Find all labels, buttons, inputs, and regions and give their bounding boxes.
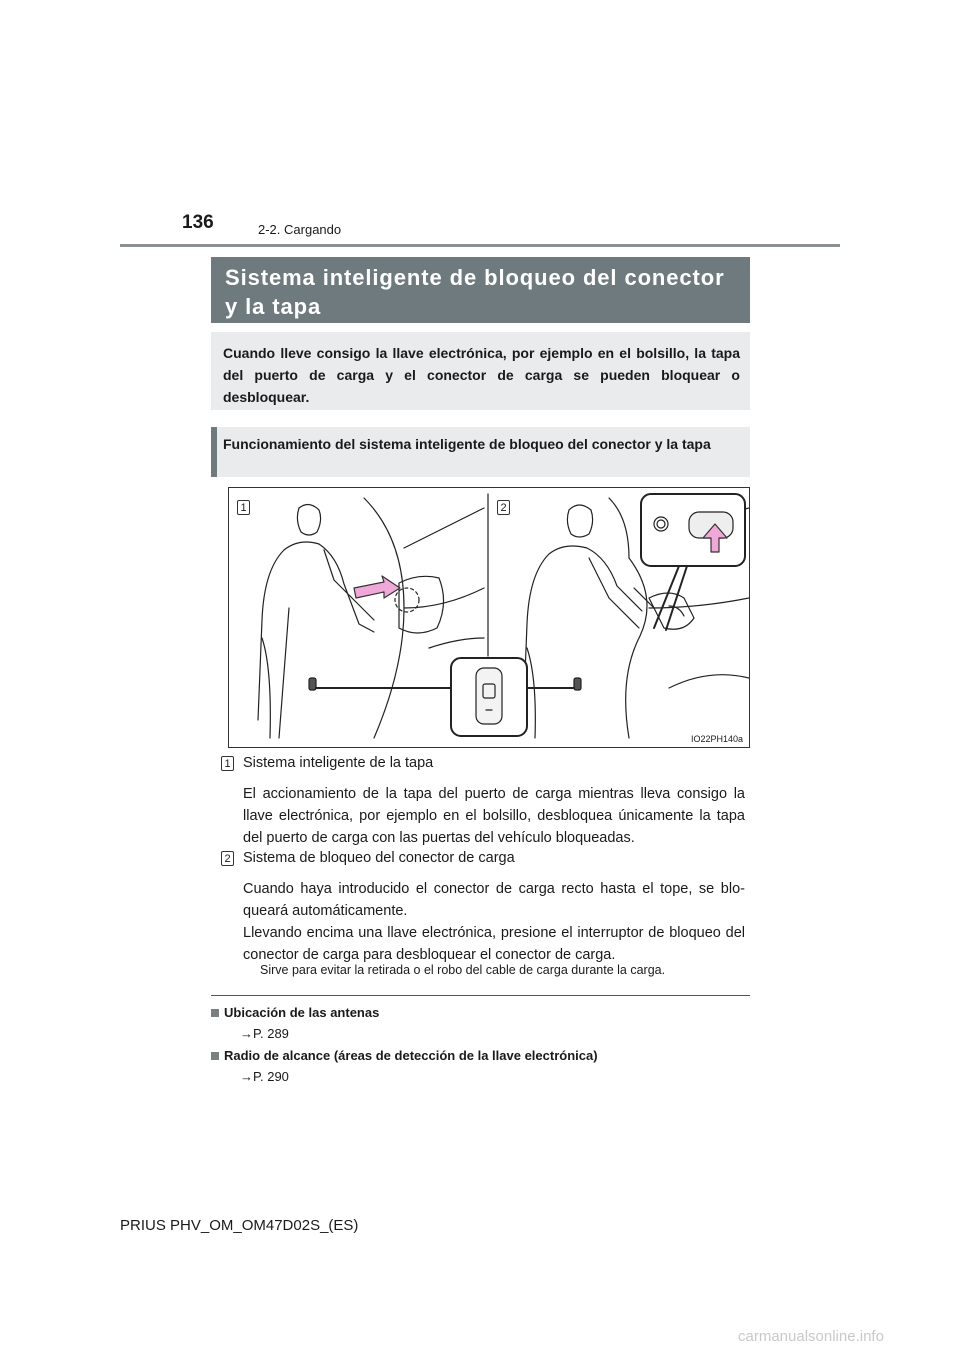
item-2-title: Sistema de bloqueo del conector de carga xyxy=(243,850,515,866)
note-1-title: Ubicación de las antenas xyxy=(224,1005,380,1020)
subsection-accent-bar xyxy=(211,427,217,477)
item-2-note: Sirve para evitar la retirada o el robo del cable de carga durante la carga. xyxy=(260,963,666,977)
item-number-1: 1 xyxy=(221,756,234,771)
intro-text: Cuando lleve consigo la llave electrónica, por ejemplo en el bolsillo, la tapa del puerto de carga y el conector de carga se pueden bloquear o desbloquear. xyxy=(211,332,750,410)
person-right-body xyxy=(523,546,642,724)
item-2-body-1: Cuando haya introducido el conector de carga recto hasta el tope, se blo-queará automáticamente. xyxy=(243,881,745,919)
note-1-ref: →P. 289 xyxy=(240,1026,289,1041)
notes-divider xyxy=(211,995,750,996)
item-1-body: El accionamiento de la tapa del puerto de carga mientras lleva consigo la llave electrónica, por ejemplo en el bolsillo, desbloquea únicamente la tapa del puerto de carga con las puertas del vehículo bloqueadas. xyxy=(243,786,745,846)
footer-doc-code: PRIUS PHV_OM_OM47D02S_(ES) xyxy=(120,1217,359,1234)
subsection-title: Funcionamiento del sistema inteligente de bloqueo del conector y la tapa xyxy=(211,427,750,477)
bullet-square-icon xyxy=(211,1052,219,1060)
section-title-band xyxy=(211,257,750,323)
figure-label-1: 1 xyxy=(237,500,250,515)
note-2-title: Radio de alcance (áreas de detección de la llave electrónica) xyxy=(224,1048,598,1063)
person-right-head xyxy=(567,505,592,537)
person-left-head xyxy=(297,504,320,535)
item-number-2: 2 xyxy=(221,851,234,866)
note-2-ref: →P. 290 xyxy=(240,1069,289,1084)
bullet-square-icon xyxy=(211,1009,219,1017)
page-number: 136 xyxy=(182,212,214,233)
illustration xyxy=(229,488,749,747)
section-title: Sistema inteligente de bloqueo del conector y la tapa xyxy=(225,265,725,319)
header-divider xyxy=(120,244,840,247)
person-left-body xyxy=(258,542,374,720)
item-2-body-2: Llevando encima una llave electrónica, presione el interruptor de bloqueo del conector de carga para desbloquear el conector de carga. xyxy=(243,925,745,963)
figure-code: IO22PH140a xyxy=(690,734,743,744)
breadcrumb: 2-2. Cargando xyxy=(258,222,342,237)
push-arrow-left xyxy=(354,576,400,598)
item-1-title: Sistema inteligente de la tapa xyxy=(243,755,434,771)
watermark: carmanualsonline.info xyxy=(738,1328,884,1345)
figure-label-2: 2 xyxy=(497,500,510,515)
illustration-frame xyxy=(228,487,750,748)
